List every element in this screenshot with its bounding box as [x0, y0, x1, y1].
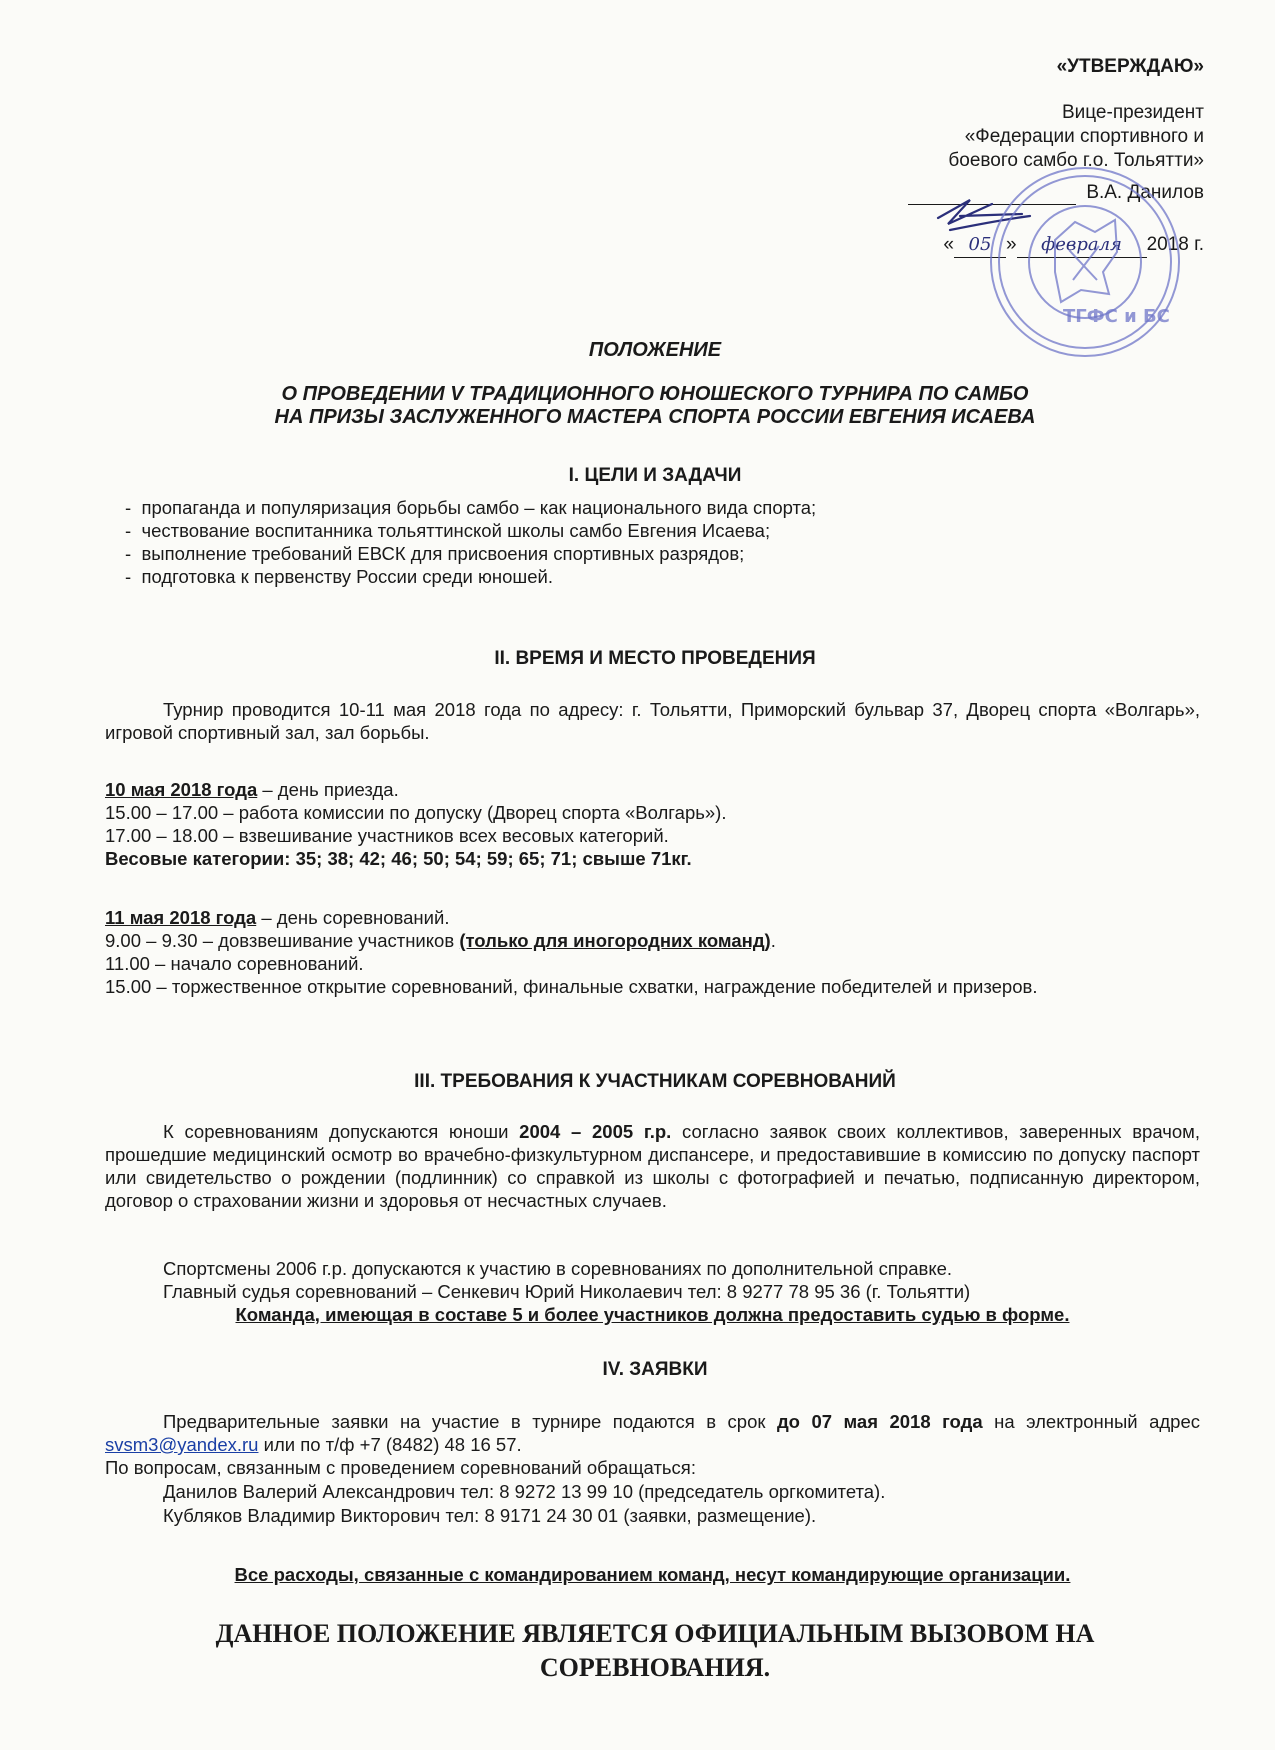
venue-paragraph: Турнир проводится 10-11 мая 2018 года по адресу: г. Тольятти, Приморский бульвар 37, Дворец спорта «Волгарь», игровой спортивный зал, зал борьбы.	[105, 699, 1200, 743]
approval-position-line-1: Вице-президент	[1061, 102, 1204, 123]
day-2-date: 11 мая 2018 года	[105, 907, 257, 928]
contact-2: Кубляков Владимир Викторович тел: 8 9171 24 30 01 (заявки, размещение).	[163, 1505, 817, 1526]
applications-text-start: Предварительные заявки на участие в турнире подаются в срок	[163, 1411, 777, 1432]
email-link[interactable]: svsm3@yandex.ru	[105, 1434, 259, 1455]
expenses-note: Все расходы, связанные с командированием команд, несут командирующие организации.	[234, 1564, 1071, 1585]
applications-paragraph	[105, 1410, 1200, 1456]
day-1-block	[105, 778, 1200, 870]
day-2-schedule-3: 15.00 – торжественное открытие соревнований, финальные схватки, награждение победителей и призеров.	[105, 976, 1038, 997]
day-1-schedule-1: 15.00 – 17.00 – работа комиссии по допуску (Дворец спорта «Волгарь»).	[105, 802, 727, 823]
document-title: ПОЛОЖЕНИЕ	[588, 339, 722, 361]
round-seal-stamp-icon	[985, 162, 1185, 362]
team-judge-requirement: Команда, имеющая в составе 5 и более участников должна предоставить судью в форме.	[235, 1304, 1070, 1325]
day-2-schedule-1: 9.00 – 9.30 – довзвешивание участников	[105, 930, 460, 951]
day-2-block	[105, 906, 1200, 998]
official-call-line-2: СОРЕВНОВАНИЯ.	[539, 1653, 771, 1682]
eligibility-years: 2004 – 2005 г.р.	[519, 1121, 672, 1142]
chief-judge: Главный судья соревнований – Сенкевич Юрий Николаевич тел: 8 9277 78 95 36 (г. Тольятти)	[163, 1281, 971, 1302]
applications-deadline: до 07 мая 2018 года	[776, 1411, 983, 1432]
day-2-schedule-1-note: (только для иногородних команд)	[459, 930, 771, 951]
weight-categories: Весовые категории: 35; 38; 42; 46; 50; 54; 59; 65; 71; свыше 71кг.	[105, 848, 692, 869]
eligibility-paragraph	[105, 1120, 1200, 1212]
section-2-heading: II. ВРЕМЯ И МЕСТО ПРОВЕДЕНИЯ	[494, 648, 816, 669]
document-subtitle-line-1: О ПРОВЕДЕНИИ V ТРАДИЦИОННОГО ЮНОШЕСКОГО ТУРНИРА ПО САМБО	[281, 383, 1029, 405]
date-day: 05	[954, 233, 1006, 258]
approval-heading: «УТВЕРЖДАЮ»	[1056, 56, 1204, 77]
date-year: 2018 г.	[1146, 234, 1204, 255]
youth-2006-note: Спортсмены 2006 г.р. допускаются к участию в соревнованиях по дополнительной справке.	[163, 1258, 953, 1279]
official-call-line-1: ДАННОЕ ПОЛОЖЕНИЕ ЯВЛЯЕТСЯ ОФИЦИАЛЬНЫМ ВЫЗОВОМ НА	[215, 1619, 1095, 1648]
applications-text-end: или по т/ф +7 (8482) 48 16 57.	[258, 1434, 522, 1455]
day-2-label: – день соревнований.	[256, 907, 450, 928]
approval-position-line-2: «Федерации спортивного и	[964, 126, 1204, 147]
date-mid-quote: »	[1005, 234, 1017, 255]
section-4-heading: IV. ЗАЯВКИ	[602, 1359, 708, 1380]
date-month: февраля	[1017, 233, 1147, 258]
list-item: - пропаганда и популяризация борьбы самбо – как национального вида спорта;	[125, 496, 816, 519]
approval-position-line-3: боевого самбо г.о. Тольятти»	[948, 150, 1204, 171]
questions-line: По вопросам, связанным с проведением соревнований обращаться:	[105, 1457, 696, 1478]
day-2-schedule-1-end: .	[770, 930, 776, 951]
day-1-label: – день приезда.	[257, 779, 399, 800]
date-open-quote: «	[943, 234, 954, 255]
svg-text:ТГФС и БС: ТГФС и БС	[1063, 306, 1170, 327]
applications-text-mid: на электронный адрес	[982, 1411, 1200, 1432]
eligibility-text-rest: согласно заявок своих коллективов, заверенных врачом, прошедшие медицинский осмотр во врачебно-физкультурном диспансере, и предоставившие в комиссию по допуску паспорт или свидетельство о рождении (подлинник) со справкой из школы с фотографией и печатью, подписанную директором, договор о страховании жизни и здоровья от несчастных случаев.	[105, 1121, 1201, 1211]
eligibility-text-start: К соревнованиям допускаются юноши	[163, 1121, 520, 1142]
signatory-name: В.А. Данилов	[1086, 182, 1204, 203]
day-1-date: 10 мая 2018 года	[105, 779, 258, 800]
section-3-heading: III. ТРЕБОВАНИЯ К УЧАСТНИКАМ СОРЕВНОВАНИЙ	[414, 1071, 896, 1092]
contact-1: Данилов Валерий Александрович тел: 8 9272 13 99 10 (председатель оргкомитета).	[163, 1481, 886, 1502]
list-item: - выполнение требований ЕВСК для присвоения спортивных разрядов;	[125, 542, 816, 565]
day-1-schedule-2: 17.00 – 18.00 – взвешивание участников всех весовых категорий.	[105, 825, 669, 846]
list-item: - чествование воспитанника тольяттинской школы самбо Евгения Исаева;	[125, 519, 816, 542]
document-subtitle-line-2: НА ПРИЗЫ ЗАСЛУЖЕННОГО МАСТЕРА СПОРТА РОССИИ ЕВГЕНИЯ ИСАЕВА	[274, 406, 1036, 428]
list-item: - подготовка к первенству России среди юношей.	[125, 565, 816, 588]
section-1-heading: I. ЦЕЛИ И ЗАДАЧИ	[568, 465, 742, 486]
goals-list	[125, 496, 816, 588]
day-2-schedule-2: 11.00 – начало соревнований.	[105, 953, 364, 974]
